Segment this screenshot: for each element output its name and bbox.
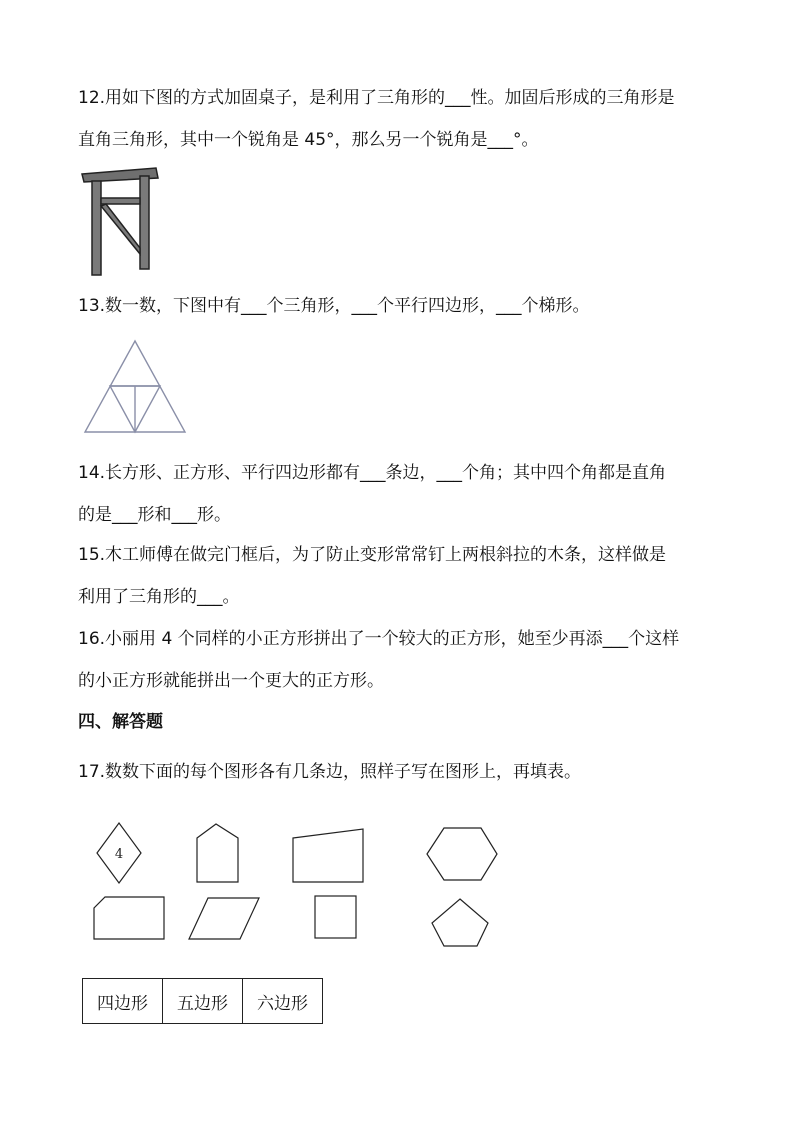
shape-hexagon [427, 828, 497, 880]
shape-square [315, 896, 356, 938]
shape-trapezoid [293, 829, 363, 882]
q13-text-line1: 13.数一数，下图中有___个三角形，___个平行四边形，___个梯形。 [78, 296, 590, 316]
q15-text-line1: 15.木工师傅在做完门框后，为了防止变形常常钉上两根斜拉的木条，这样做是 [78, 545, 667, 565]
q12-text-line1: 12.用如下图的方式加固桌子，是利用了三角形的___性。加固后形成的三角形是 [78, 88, 675, 108]
shape-diamond [97, 823, 141, 883]
table-cell-quadrilateral: 四边形 [83, 979, 163, 1024]
q12-text-line2: 直角三角形，其中一个锐角是 45°，那么另一个锐角是___°。 [78, 130, 539, 150]
q14-text-line1: 14.长方形、正方形、平行四边形都有___条边，___个角；其中四个角都是直角 [78, 463, 667, 483]
q15-text-line2: 利用了三角形的___。 [78, 587, 240, 607]
shape-cut-corner-pentagon [94, 897, 164, 939]
table-cell-hexagon: 六边形 [243, 979, 323, 1024]
q14-text-line2: 的是___形和___形。 [78, 505, 231, 525]
section-title: 四、解答题 [78, 712, 163, 732]
q16-text-line2: 的小正方形就能拼出一个更大的正方形。 [78, 671, 384, 691]
answer-table [82, 978, 323, 1024]
q16-text-line1: 16.小丽用 4 个同样的小正方形拼出了一个较大的正方形，她至少再添___个这样 [78, 629, 680, 649]
shape-regular-pentagon [432, 899, 488, 946]
shape-house-pentagon [197, 824, 238, 882]
table-cell-pentagon: 五边形 [163, 979, 243, 1024]
shape-diamond-label: 4 [114, 847, 124, 862]
table-row [83, 979, 323, 1024]
shape-parallelogram [189, 898, 259, 939]
q17-text-line1: 17.数数下面的每个图形各有几条边，照样子写在图形上，再填表。 [78, 762, 582, 782]
